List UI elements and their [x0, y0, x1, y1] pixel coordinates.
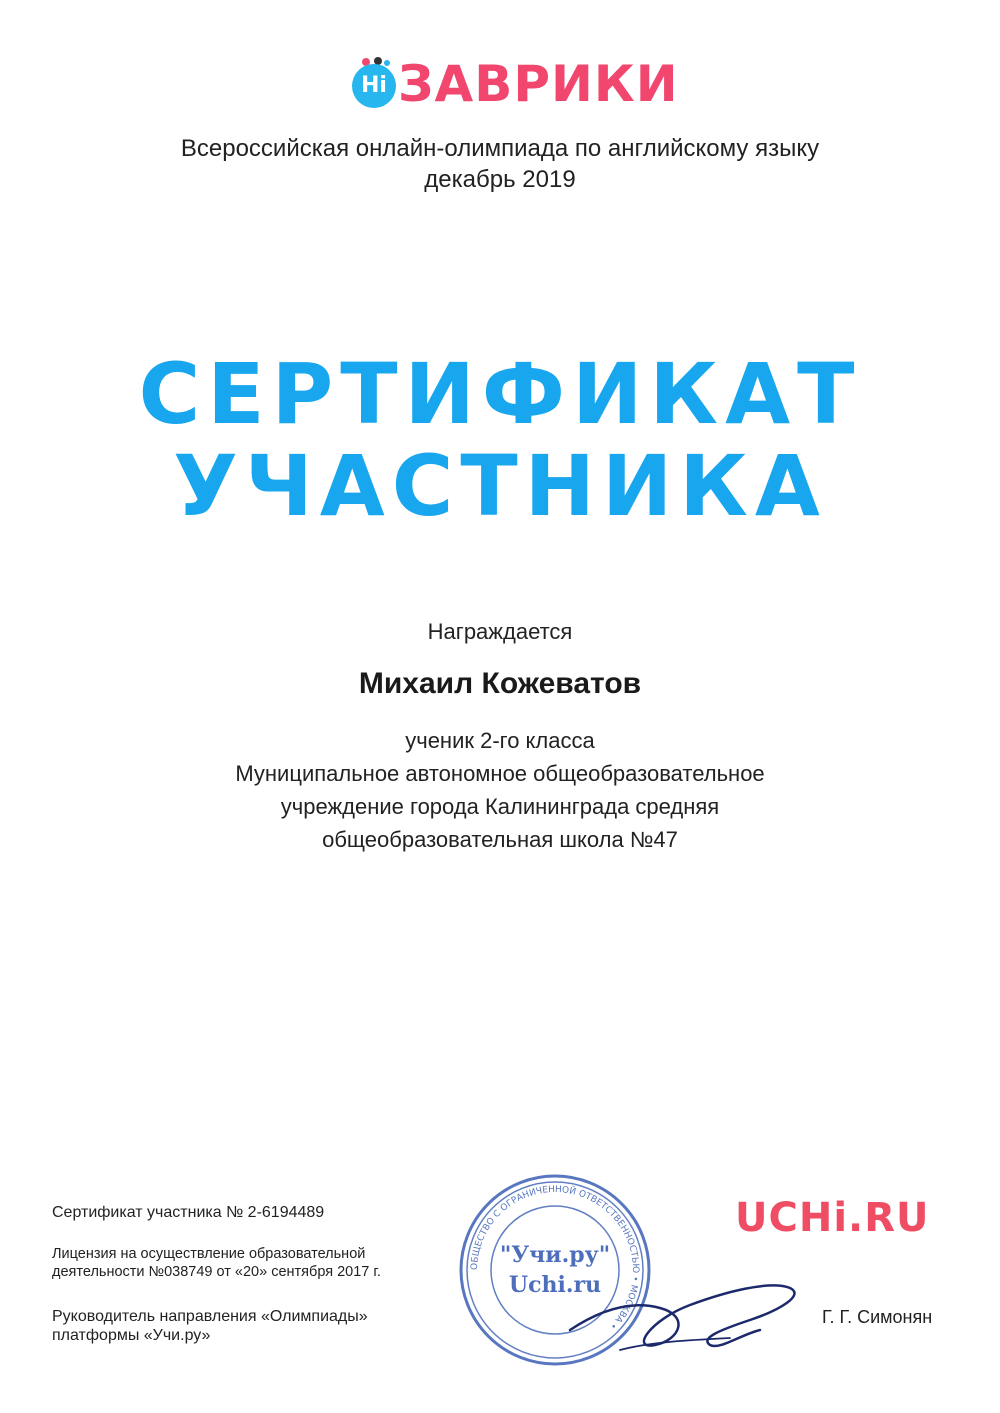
olympiad-header: [0, 133, 1000, 195]
svg-text:ОБЩЕСТВО С ОГРАНИЧЕННОЙ ОТВЕТС: ОБЩЕСТВО С ОГРАНИЧЕННОЙ ОТВЕТСТВЕННОСТЬЮ • МОСКВА •: [469, 1184, 641, 1331]
olympiad-title: Всероссийская онлайн-олимпиада по английскому языку: [180, 135, 820, 162]
awarded-label: Награждается: [427, 619, 573, 644]
handwritten-signature: [560, 1250, 800, 1360]
uchi-ru-logo: UCHi.RU: [735, 1195, 930, 1241]
certificate-title-line2: УЧАСТНИКА: [173, 437, 827, 535]
head-line-2: платформы «Учи.ру»: [52, 1327, 211, 1344]
brand-name: ЗАВРИКИ: [398, 55, 679, 113]
school-line-1: Муниципальное автономное общеобразовательное: [235, 761, 765, 786]
head-line-1: Руководитель направления «Олимпиады»: [52, 1308, 368, 1325]
olympiad-date: декабрь 2019: [424, 166, 576, 193]
recipient-grade: ученик 2-го класса: [405, 728, 595, 753]
head-of-direction: [52, 1307, 368, 1345]
certificate-title: [0, 345, 1000, 535]
stamp-inner-top: "Учи.ру": [499, 1242, 611, 1268]
certificate-title-line1: СЕРТИФИКАТ: [138, 345, 862, 443]
license-line-1: Лицензия на осуществление образовательной: [52, 1246, 366, 1262]
signer-name: Г. Г. Симонян: [822, 1307, 933, 1327]
license-info: [52, 1245, 381, 1281]
recipient-details: [0, 724, 1000, 856]
license-line-2: деятельности №038749 от «20» сентября 2017 г.: [52, 1264, 381, 1280]
zavriki-logo: [352, 55, 679, 113]
hi-badge-icon: Hi: [352, 64, 396, 108]
recipient-name: Михаил Кожеватов: [358, 667, 642, 700]
certificate-number: Сертификат участника № 2-6194489: [52, 1204, 325, 1221]
school-line-2: учреждение города Калининграда средняя: [280, 794, 720, 819]
stamp-inner-bottom: Uchi.ru: [508, 1272, 602, 1298]
school-line-3: общеобразовательная школа №47: [322, 827, 678, 852]
